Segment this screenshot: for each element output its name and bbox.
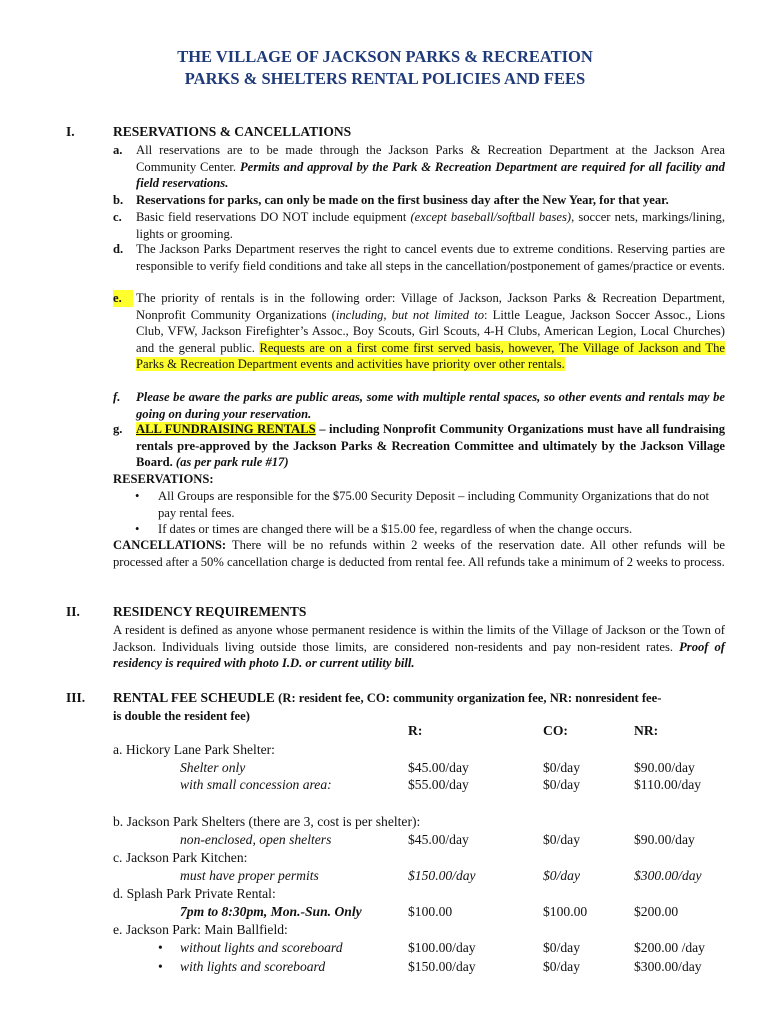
title-line-2: PARKS & SHELTERS RENTAL POLICIES AND FEES — [184, 69, 586, 88]
fee-d-nr: $200.00 — [634, 904, 679, 919]
fee-a1-nr: $90.00/day — [634, 760, 695, 775]
item-g-highlight: ALL FUNDRAISING RENTALS — [136, 422, 316, 436]
item-g-label: g. — [113, 422, 123, 436]
fee-a2-nr: $110.00/day — [634, 777, 702, 792]
fee-c-co: $0/day — [543, 868, 580, 883]
fee-e-name: e. Jackson Park: Main Ballfield: — [113, 922, 288, 937]
item-e-label: e. — [113, 290, 133, 307]
item-a-emphasis: Permits and approval by the Park & Recreation Department are required for all facility and field reservations. — [136, 159, 725, 191]
fee-c-desc: must have proper permits — [180, 868, 319, 883]
section-3-legend-line-2: is double the resident fee) — [113, 709, 250, 723]
item-f-text: Please be aware the parks are public areas, some with multiple rental spaces, so other events and rentals may be going on during your reservation. — [136, 390, 725, 421]
cancellations-paragraph — [113, 537, 725, 570]
item-g-italic: (as per park rule #17) — [175, 455, 289, 470]
fee-d-name: d. Splash Park Private Rental: — [113, 886, 276, 901]
fee-a1-co: $0/day — [543, 760, 580, 775]
bullet-icon: • — [158, 940, 163, 955]
section-1-heading: RESERVATIONS & CANCELLATIONS — [113, 124, 352, 139]
item-f-label: f. — [113, 390, 121, 404]
fee-b-r: $45.00/day — [408, 832, 469, 847]
fee-a2-co: $0/day — [543, 777, 580, 792]
item-c-text — [136, 209, 725, 242]
fee-b-name: b. Jackson Park Shelters (there are 3, cost is per shelter): — [113, 814, 421, 829]
fee-e2-nr: $300.00/day — [634, 959, 702, 974]
item-e-plain-2: : Little League, Jackson Soccer Assoc., Lions Club, VFW, Jackson Firefighter’s Assoc., Boy Scouts, Girl Scouts, 4-H Clubs, American Legion, Local Churches) and the general public. — [136, 307, 725, 355]
fee-a1-desc: Shelter only — [180, 760, 246, 775]
section-3-heading — [113, 690, 725, 707]
fee-c-name: c. Jackson Park Kitchen: — [113, 850, 248, 865]
reservations-heading: RESERVATIONS: — [113, 472, 214, 486]
cancellations-heading: CANCELLATIONS: — [113, 538, 227, 552]
bullet-icon: • — [135, 522, 140, 536]
bullet-2-text: If dates or times are changed there will be a $15.00 fee, regardless of when the change occurs. — [158, 522, 633, 536]
bullet-1-text: All Groups are responsible for the $75.00 Security Deposit – including Community Organizations that do not pay rental fees. — [158, 489, 710, 520]
section-1-number: I. — [66, 124, 75, 139]
fee-b-nr: $90.00/day — [634, 832, 695, 847]
item-b-text: Reservations for parks, can only be made on the first business day after the New Year, for that year. — [136, 193, 669, 207]
item-a-label: a. — [113, 143, 123, 157]
fee-e1-r: $100.00/day — [408, 940, 476, 955]
section-2-number: II. — [66, 604, 80, 619]
item-c-label: c. — [113, 210, 122, 224]
fee-d-r: $100.00 — [408, 904, 453, 919]
item-c-plain-2: , soccer nets, markings/lining, lights or grooming. — [136, 210, 725, 241]
col-header-r: R: — [408, 723, 423, 738]
fee-e1-nr: $200.00 /day — [634, 940, 705, 955]
fee-c-nr: $300.00/day — [634, 868, 702, 883]
item-e-highlight: Requests are on a first come first served basis, however, The Village of Jackson and The Parks & Recreation Department events and activities have priority over other rentals. — [136, 340, 725, 372]
residency-paragraph — [113, 622, 725, 672]
fee-b-co: $0/day — [543, 832, 580, 847]
fee-e2-desc: with lights and scoreboard — [180, 959, 326, 974]
fee-e1-co: $0/day — [543, 940, 580, 955]
item-g-plain: – including Nonprofit Community Organizations must have all fundraising rentals pre-approved by the Jackson Parks & Recreation Committee and ultimately by the Jackson Village Board. — [136, 422, 726, 470]
fee-b-desc: non-enclosed, open shelters — [180, 832, 332, 847]
fee-e2-r: $150.00/day — [408, 959, 476, 974]
section-2-heading: RESIDENCY REQUIREMENTS — [113, 604, 307, 619]
bullet-icon: • — [135, 489, 140, 503]
fee-c-r: $150.00/day — [408, 868, 476, 883]
fee-a1-r: $45.00/day — [408, 760, 469, 775]
cancellations-text: There will be no refunds within 2 weeks of the reservation date. All other refunds will be processed after a 50% cancellation charge is deducted from rental fee. All refunds take a minimum of 2 weeks to process. — [113, 538, 725, 569]
fee-e1-desc: without lights and scoreboard — [180, 940, 343, 955]
item-e-italic: including, but not limited to — [335, 307, 485, 322]
residency-emphasis: Proof of residency is required with photo I.D. or current utility bill. — [113, 639, 725, 671]
item-g-text — [136, 421, 725, 471]
item-d-label: d. — [113, 242, 124, 256]
fee-a-name: a. Hickory Lane Park Shelter: — [113, 742, 275, 757]
fee-a2-desc: with small concession area: — [180, 777, 332, 792]
section-3-title: RENTAL FEE SCHEUDLE — [113, 690, 275, 705]
fee-e2-co: $0/day — [543, 959, 580, 974]
section-3-legend: (R: resident fee, CO: community organization fee, NR: nonresident fee- — [278, 691, 662, 705]
item-e-text — [136, 290, 725, 373]
item-a-plain: All reservations are to be made through the Jackson Parks & Recreation Department at the Jackson Area Community Center. — [136, 143, 725, 174]
item-c-italic: (except baseball/softball bases) — [410, 210, 572, 224]
fee-d-desc: 7pm to 8:30pm, Mon.-Sun. Only — [180, 904, 362, 919]
item-c-plain-1: Basic field reservations DO NOT include equipment — [136, 210, 407, 224]
title-line-1: THE VILLAGE OF JACKSON PARKS & RECREATION — [177, 47, 593, 66]
col-header-co: CO: — [543, 723, 568, 738]
col-header-nr: NR: — [634, 723, 659, 738]
residency-text: A resident is defined as anyone whose permanent residence is within the limits of the Village of Jackson or the Town of Jackson. Individuals living outside those limits, are considered non-residents and pay non-resident rates. — [113, 623, 725, 654]
item-a-text — [136, 142, 725, 192]
section-3-number: III. — [66, 690, 86, 705]
fee-d-co: $100.00 — [543, 904, 588, 919]
item-b-label: b. — [113, 193, 124, 207]
bullet-icon: • — [158, 959, 163, 974]
item-d-text: The Jackson Parks Department reserves the right to cancel events due to extreme conditions. Reserving parties are responsible to verify field conditions and take all steps in the cancellation/postponement of games/practice or events. — [136, 242, 725, 273]
item-e-plain-1: The priority of rentals is in the following order: Village of Jackson, Jackson Parks & Recreation Department, Nonprofit Community Organizations ( — [136, 291, 725, 322]
fee-a2-r: $55.00/day — [408, 777, 469, 792]
